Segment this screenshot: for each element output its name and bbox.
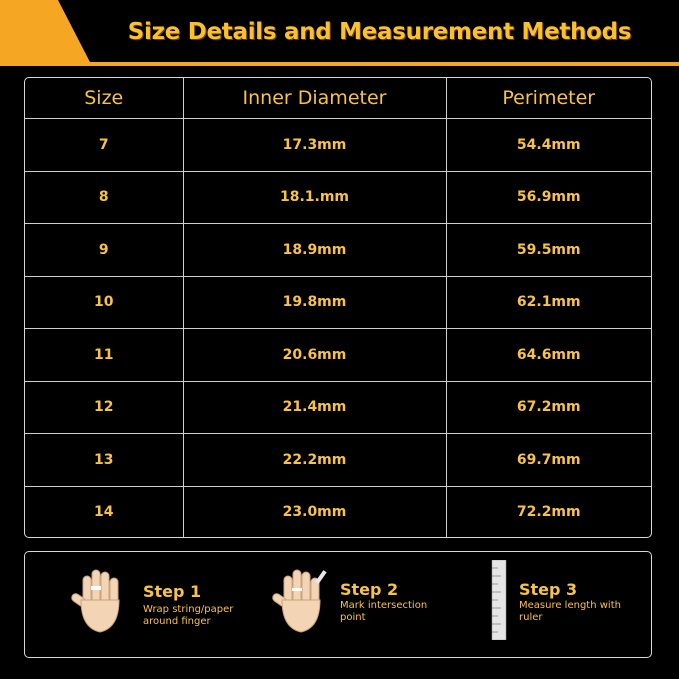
size-cell: 10 [25, 276, 183, 329]
diameter-cell: 23.0mm [183, 486, 446, 537]
diameter-cell: 18.1.mm [183, 171, 446, 224]
perimeter-cell: 64.6mm [446, 329, 651, 382]
step-2 [270, 552, 460, 657]
perimeter-cell: 56.9mm [446, 171, 651, 224]
table-row [25, 119, 651, 172]
measurement-steps [24, 551, 652, 658]
table-row [25, 434, 651, 487]
perimeter-cell: 69.7mm [446, 434, 651, 487]
step-3 [490, 552, 650, 657]
header-size: Size [25, 78, 183, 119]
size-cell: 7 [25, 119, 183, 172]
size-cell: 14 [25, 486, 183, 537]
size-table [24, 77, 652, 538]
page-title: Size Details and Measurement Methods [127, 19, 632, 45]
diameter-cell: 20.6mm [183, 329, 446, 382]
perimeter-cell: 62.1mm [446, 276, 651, 329]
table-header-row [25, 78, 651, 119]
size-cell: 12 [25, 381, 183, 434]
table-row [25, 171, 651, 224]
step-3-desc: Measure length with ruler [519, 600, 621, 623]
table-row [25, 381, 651, 434]
hand-wrap-icon [69, 566, 133, 636]
header-inner-diameter: Inner Diameter [183, 78, 446, 119]
step-1-title: Step 1 [143, 582, 202, 601]
step-2-desc: Mark intersection point [340, 600, 428, 623]
size-cell: 9 [25, 224, 183, 277]
perimeter-cell: 72.2mm [446, 486, 651, 537]
diameter-cell: 18.9mm [183, 224, 446, 277]
hand-mark-icon [270, 566, 334, 636]
table-row [25, 224, 651, 277]
diameter-cell: 17.3mm [183, 119, 446, 172]
diameter-cell: 19.8mm [183, 276, 446, 329]
table-row [25, 486, 651, 537]
perimeter-cell: 67.2mm [446, 381, 651, 434]
title-underline [84, 62, 679, 66]
table-row [25, 276, 651, 329]
perimeter-cell: 54.4mm [446, 119, 651, 172]
diameter-cell: 22.2mm [183, 434, 446, 487]
step-3-title: Step 3 [519, 580, 578, 599]
step-1 [69, 552, 259, 657]
size-cell: 11 [25, 329, 183, 382]
diameter-cell: 21.4mm [183, 381, 446, 434]
step-2-title: Step 2 [340, 580, 399, 599]
header-perimeter: Perimeter [446, 78, 651, 119]
size-cell: 13 [25, 434, 183, 487]
size-cell: 8 [25, 171, 183, 224]
table-row [25, 329, 651, 382]
perimeter-cell: 59.5mm [446, 224, 651, 277]
step-1-desc: Wrap string/paper around finger [143, 604, 234, 627]
ruler-icon [490, 560, 510, 640]
